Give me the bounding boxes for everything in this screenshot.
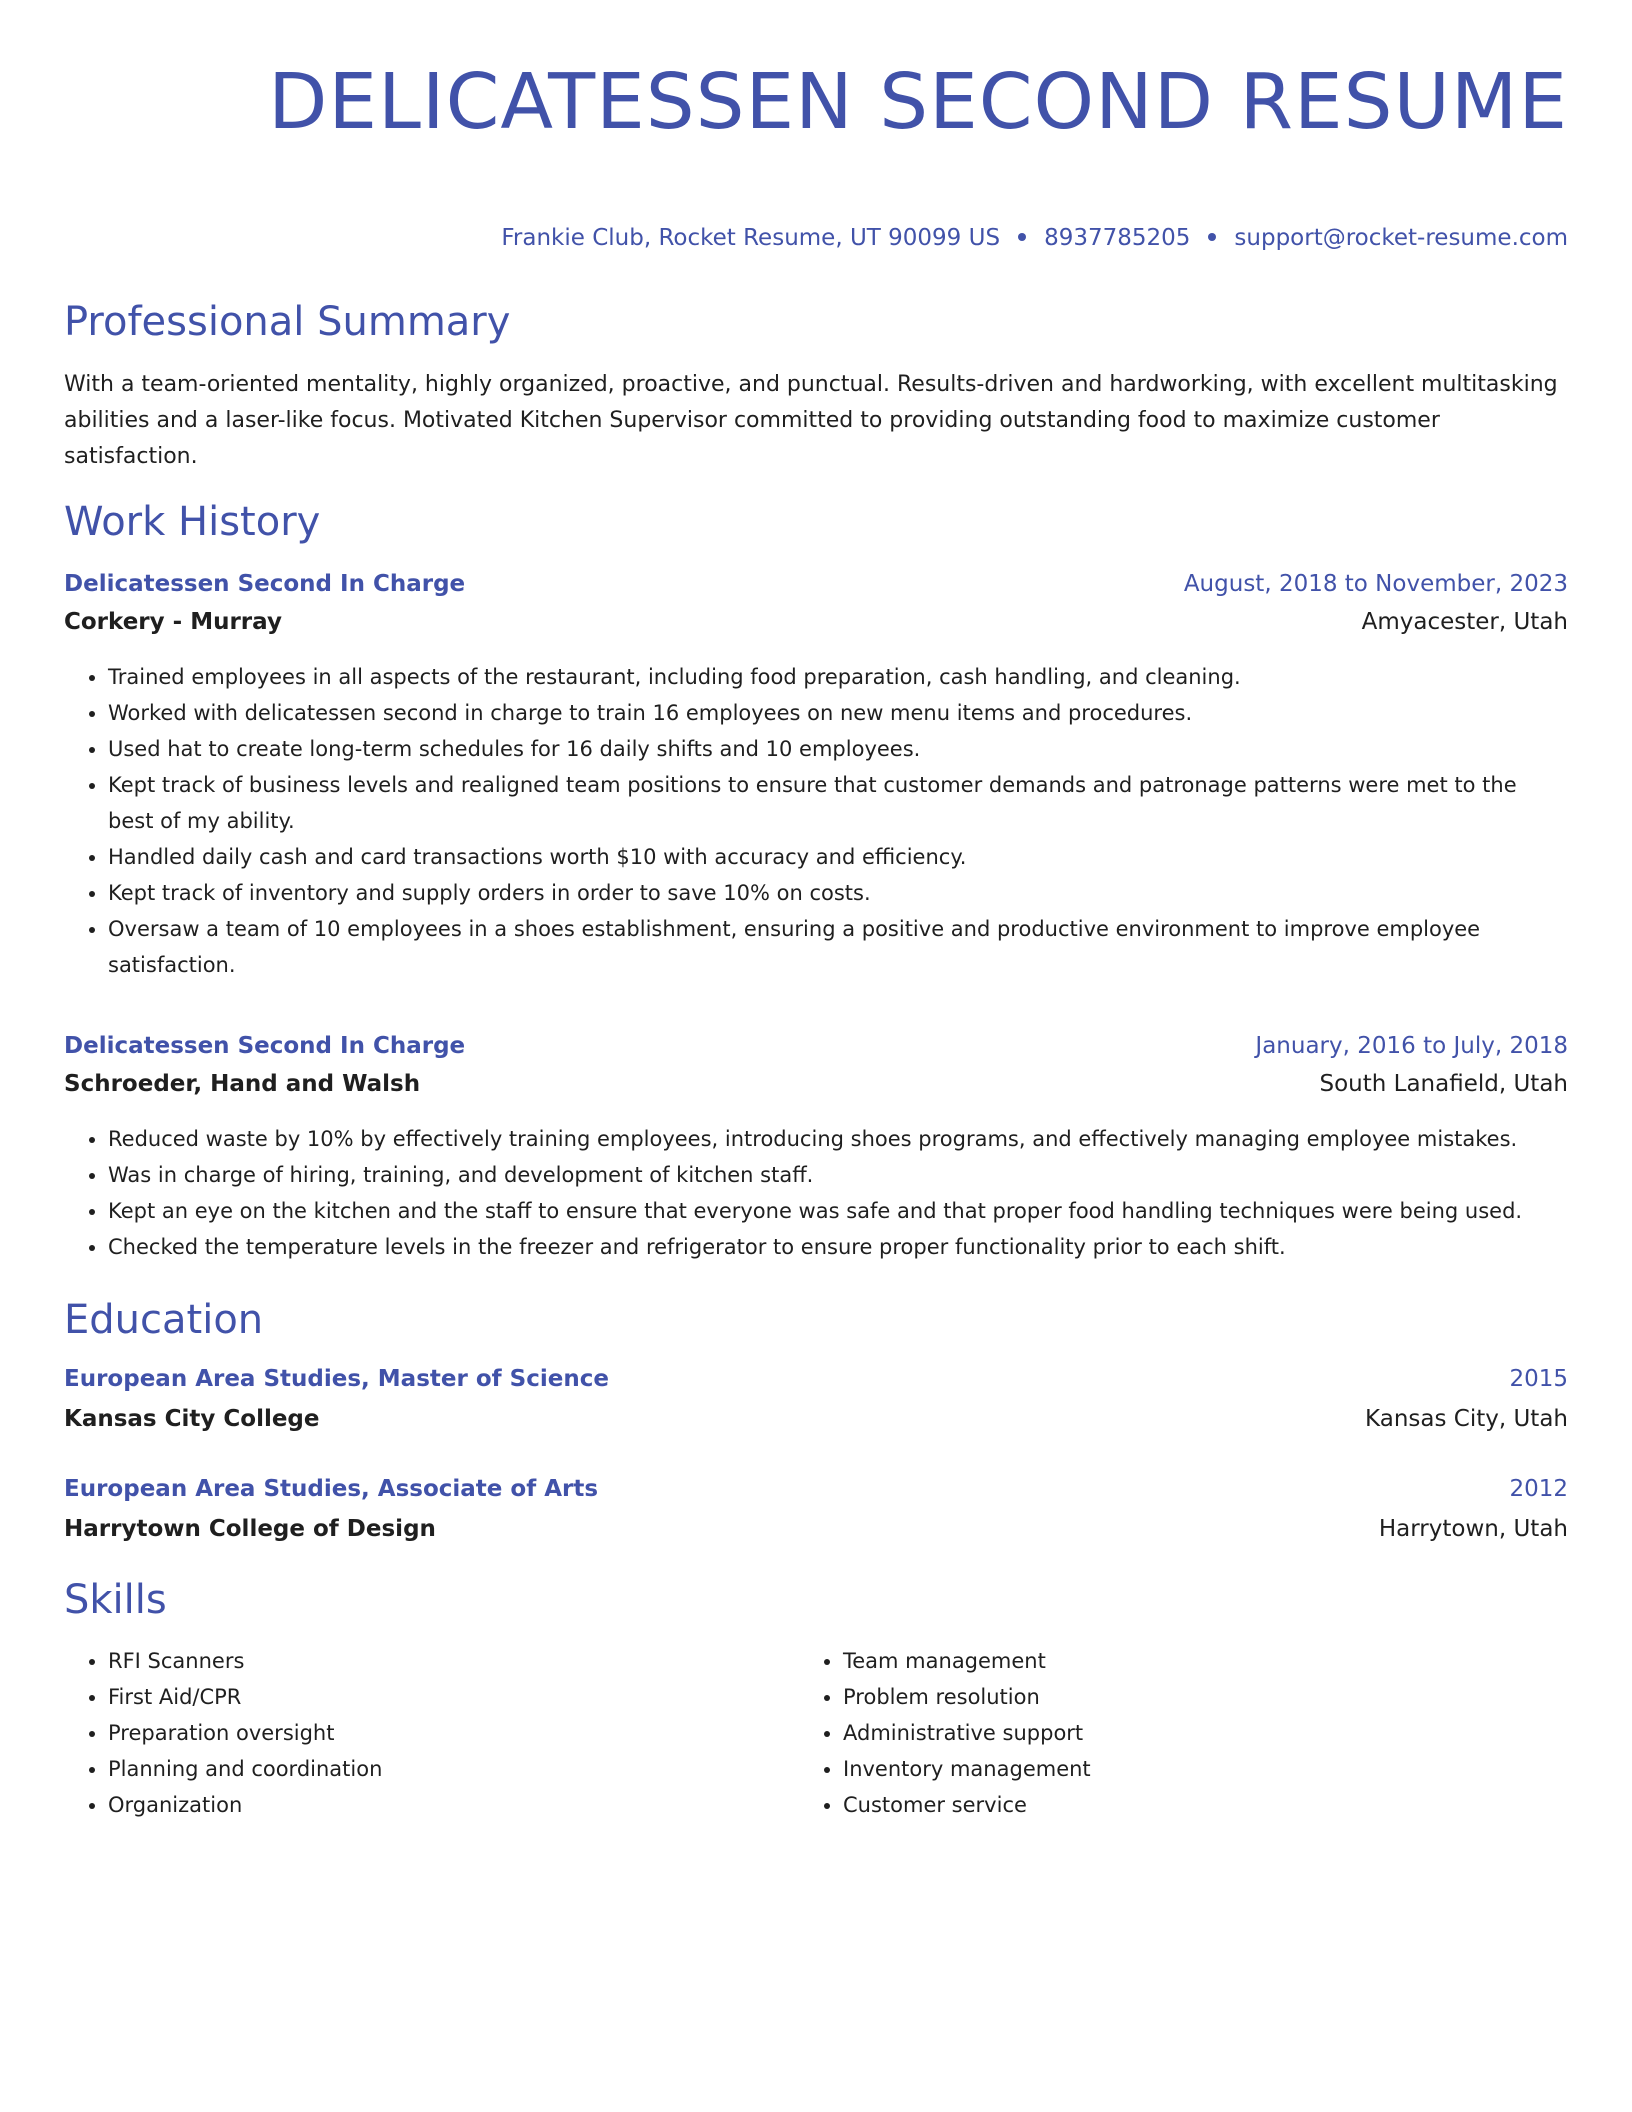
job-bullets <box>64 1121 1568 1265</box>
education-entry <box>64 1469 1568 1549</box>
job-dates: January, 2016 to July, 2018 <box>1255 1033 1568 1059</box>
skill-item: • Organization <box>108 1787 799 1823</box>
bullet-separator-icon <box>1018 233 1026 241</box>
job-location: Amyacester, Utah <box>1361 609 1568 635</box>
job-entry <box>64 565 1568 983</box>
skills-grid <box>64 1643 1568 1823</box>
education-location: Harrytown, Utah <box>1378 1516 1568 1542</box>
list-item: • Trained employees in all aspects of the restaurant, including food preparation, cash handling, and cleaning. <box>108 659 1568 695</box>
skill-item: • Customer service <box>843 1787 1534 1823</box>
skills-column-right <box>799 1643 1534 1823</box>
education-location: Kansas City, Utah <box>1365 1406 1568 1432</box>
skill-item: • Preparation oversight <box>108 1715 799 1751</box>
education-school: Harrytown College of Design <box>64 1516 436 1542</box>
resume-page <box>64 0 1568 1823</box>
job-role: Delicatessen Second In Charge <box>64 571 466 597</box>
education-school: Kansas City College <box>64 1406 320 1432</box>
list-item: • Worked with delicatessen second in charge to train 16 employees on new menu items and procedures. <box>108 695 1568 731</box>
job-location: South Lanafield, Utah <box>1319 1071 1568 1097</box>
education-year: 2015 <box>1509 1366 1568 1392</box>
skills-heading: Skills <box>64 1577 167 1623</box>
skill-item: • Administrative support <box>843 1715 1534 1751</box>
list-item: • Used hat to create long-term schedules for 16 daily shifts and 10 employees. <box>108 731 1568 767</box>
education-heading: Education <box>64 1297 264 1343</box>
list-item: • Kept track of inventory and supply orders in order to save 10% on costs. <box>108 875 1568 911</box>
skill-item: • Planning and coordination <box>108 1751 799 1787</box>
resume-title: DELICATESSEN SECOND RESUME <box>268 58 1568 147</box>
skill-item: • Inventory management <box>843 1751 1534 1787</box>
skill-item: • Problem resolution <box>843 1679 1534 1715</box>
list-item: • Checked the temperature levels in the freezer and refrigerator to ensure proper functionality prior to each shift. <box>108 1229 1568 1265</box>
education-entry <box>64 1359 1568 1439</box>
education-degree: European Area Studies, Master of Science <box>64 1366 609 1392</box>
education-year: 2012 <box>1509 1476 1568 1502</box>
list-item: • Handled daily cash and card transactions worth $10 with accuracy and efficiency. <box>108 839 1568 875</box>
list-item: • Was in charge of hiring, training, and development of kitchen staff. <box>108 1157 1568 1193</box>
summary-heading: Professional Summary <box>64 299 511 345</box>
contact-email: support@rocket-resume.com <box>1234 225 1568 251</box>
job-company: Corkery - Murray <box>64 609 282 635</box>
list-item: • Kept an eye on the kitchen and the staff to ensure that everyone was safe and that proper food handling techniques were being used. <box>108 1193 1568 1229</box>
list-item: • Kept track of business levels and realigned team positions to ensure that customer demands and patronage patterns were met to the best of my ability. <box>108 767 1568 839</box>
list-item: • Reduced waste by 10% by effectively training employees, introducing shoes programs, and effectively managing employee mistakes. <box>108 1121 1568 1157</box>
summary-text: With a team-oriented mentality, highly organized, proactive, and punctual. Results-driven and hardworking, with excellent multitasking abilities and a laser-like focus. Motivated Kitchen Supervisor committed to providing outstanding food to maximize customer satisfaction. <box>64 372 1558 469</box>
skill-item: • Team management <box>843 1643 1534 1679</box>
list-item: • Oversaw a team of 10 employees in a shoes establishment, ensuring a positive and productive environment to improve employee satisfaction. <box>108 911 1568 983</box>
skills-column-left <box>64 1643 799 1823</box>
work-history-heading: Work History <box>64 499 321 545</box>
education-degree: European Area Studies, Associate of Arts <box>64 1476 599 1502</box>
contact-address: Frankie Club, Rocket Resume, UT 90099 US <box>501 225 1001 251</box>
job-entry <box>64 1027 1568 1265</box>
contact-line <box>64 223 1568 253</box>
job-role: Delicatessen Second In Charge <box>64 1033 466 1059</box>
contact-phone: 8937785205 <box>1044 225 1191 251</box>
job-bullets <box>64 659 1568 983</box>
bullet-separator-icon <box>1208 233 1216 241</box>
skill-item: • First Aid/CPR <box>108 1679 799 1715</box>
skill-item: • RFI Scanners <box>108 1643 799 1679</box>
job-dates: August, 2018 to November, 2023 <box>1183 571 1568 597</box>
job-company: Schroeder, Hand and Walsh <box>64 1071 421 1097</box>
